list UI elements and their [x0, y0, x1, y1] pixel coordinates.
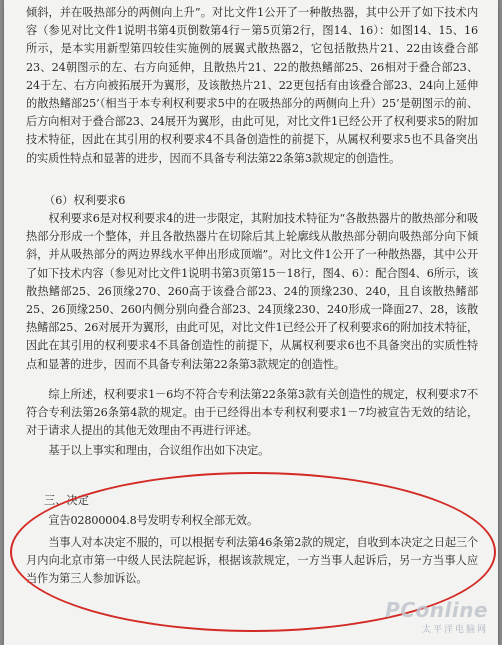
document-page	[4, 0, 498, 645]
paragraph-basis: 基于以上事实和理由，合议组作出如下决定。	[48, 444, 270, 457]
section-heading-decision: 三、决定	[44, 494, 89, 507]
paragraph-appeal-notice: 当事人对本决定不服的，可以根据专利法第46条第2款的规定，自收到本决定之日起三个月内向北京市第一中级人民法院起诉，根据该款规定，一方当事人起诉后，另一方当事人应当作为第三人参加诉讼。	[26, 536, 478, 586]
paragraph-decision-ruling: 宣告02800004.8号发明专利权全部无效。	[48, 514, 258, 527]
paragraph-summary: 综上所述，权利要求1－6均不符合专利法第22条第3款有关创造性的规定，权利要求7不符合专利法第26条第4款的规定。由于已经得出本专利权利要求1－7均被宣告无效的结论，对于请求人提出的其他无效理由不再进行评述。	[26, 388, 478, 438]
pconline-watermark	[385, 598, 488, 635]
watermark-brand: PConline	[385, 598, 488, 622]
section-heading-claim6: （6）权利要求6	[44, 194, 126, 207]
paragraph-claim6-analysis: 权利要求6是对权利要求4的进一步限定，其附加技术特征为“各散热器片的散热部分和吸热部分形成一个整体，并且各散热器片在切除后其上轮廓线从散热部分朝向吸热部分向下倾斜，并从吸热部分的两边界线水平伸出形成顶端”。对比文件1公开了一种散热器，其中公开了如下技术内容（参见对比文件1说明书第3页第15－18行，图4、6）：配合图4、6所示，该散热鳍部25、26顶缘270、260高于该叠合部23、24的顶缘230、240，且自该散热鳍部25、26顶缘250、260内侧分别向叠合部23、24顶缘230、240形成一降面27、28，该散热鳍部25、26对展开为翼形，由此可见，对比文件1已经公开了权利要求6的附加技术特征，因此在其引用的权利要求4不具备创造性的前提下，从属权利要求6也不具备突出的实质性特点和显著的进步，因而不具备专利法第22条第3款规定的创造性。	[26, 212, 478, 371]
paragraph-claim5-analysis: 倾斜，并在吸热部分的两侧向上升”。对比文件1公开了一种散热器，其中公开了如下技术内容（参见对比文件1说明书第4页倒数第4行－第5页第2行，图14、16）：如图14、15、16所示，是本实用新型第四较佳实施例的展翼式散热器2，它包括散热片21、22由该叠合部23、24朝图示的左、右方向延伸，且散热片21、22的散热鳍部25、26相对于叠合部23、24于左、右方向被拓展开为翼形，及该散热片21、22更包括有由该叠合部23、24向上延伸的散热鳍部25’（相当于本专利权利要求5中的在吸热部分的两侧向上升）25’是朝图示的前、后方向相对于叠合部23、24展开为翼形，由此可见，对比文件1已经公开了权利要求5的附加技术特征，因此在其引用的权利要求4不具备创造性的前提下，从属权利要求5也不具备突出的实质性特点和显著的进步，因而不具备专利法第22条第3款规定的创造性。	[26, 6, 478, 165]
watermark-subtitle: 太平洋电脑网	[421, 625, 488, 635]
